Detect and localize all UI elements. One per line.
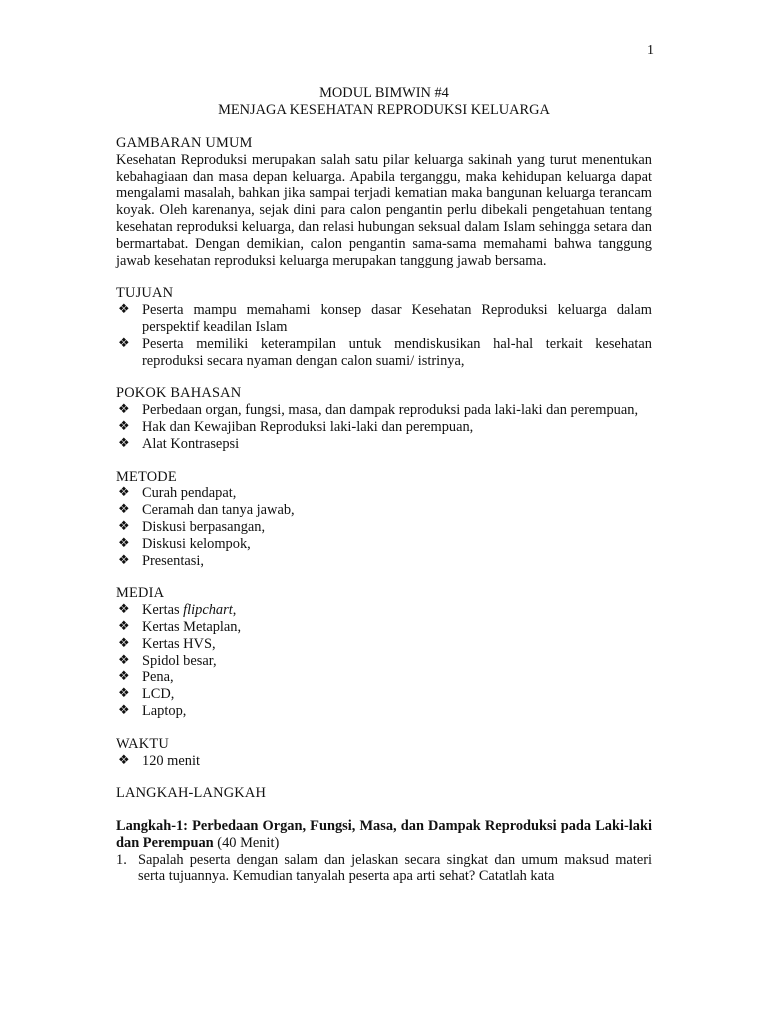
diamond-bullet-icon: ❖ [118, 435, 130, 451]
bullet-list [116, 753, 652, 770]
list-item: ❖ Alat Kontrasepsi [118, 435, 240, 452]
step-heading: Langkah-1: Perbedaan Organ, Fungsi, Masa, dan Dampak Reproduksi pada Laki-laki dan Perempuan (40 Menit) [116, 818, 652, 851]
list-item: ❖ Peserta mampu memahami konsep dasar Kesehatan Reproduksi keluarga dalam perspektif keadilan Islam [118, 302, 652, 335]
diamond-bullet-icon: ❖ [118, 485, 130, 501]
list-item: ❖ Presentasi, [118, 552, 204, 569]
section-media [116, 585, 652, 719]
title-line-1: MODUL BIMWIN #4 [319, 85, 449, 101]
section-pokok-bahasan [116, 385, 652, 452]
diamond-bullet-icon: ❖ [118, 618, 130, 634]
document-body [116, 135, 652, 885]
title-line-2: MENJAGA KESEHATAN REPRODUKSI KELUARGA [218, 101, 550, 118]
section-waktu [116, 736, 652, 770]
diamond-bullet-icon: ❖ [118, 686, 130, 702]
list-item: ❖ 120 menit [118, 752, 200, 769]
list-item: ❖ Hak dan Kewajiban Reproduksi laki-laki dan perempuan, [118, 418, 474, 435]
list-item: 1. Sapalah peserta dengan salam dan jelaskan secara singkat dan umum maksud materi serta tujuannya. Kemudian tanyalah peserta apa arti sehat? Catatlah kata [116, 851, 652, 885]
list-item: ❖ Pena, [118, 669, 174, 686]
list-item: ❖ Kertas Metaplan, [118, 618, 242, 635]
diamond-bullet-icon: ❖ [118, 702, 130, 718]
list-item: ❖ Spidol besar, [118, 652, 217, 669]
list-item: ❖ Laptop, [118, 702, 187, 719]
bullet-list [116, 602, 652, 720]
section-heading: LANGKAH-LANGKAH [116, 785, 267, 802]
diamond-bullet-icon: ❖ [118, 518, 130, 534]
diamond-bullet-icon: ❖ [118, 635, 130, 651]
section-heading: WAKTU [116, 735, 169, 752]
section-tujuan [116, 285, 652, 369]
list-item: ❖ Perbedaan organ, fungsi, masa, dan dampak reproduksi pada laki-laki dan perempuan, [118, 402, 639, 419]
diamond-bullet-icon: ❖ [118, 302, 130, 318]
diamond-bullet-icon: ❖ [118, 402, 130, 418]
diamond-bullet-icon: ❖ [118, 535, 130, 551]
section-heading: MEDIA [116, 585, 165, 602]
section-langkah [116, 785, 652, 885]
bullet-list [116, 402, 652, 452]
section-heading: METODE [116, 468, 177, 485]
numbered-list [116, 852, 652, 886]
bullet-list [116, 302, 652, 369]
list-item: ❖ Ceramah dan tanya jawab, [118, 502, 295, 519]
diamond-bullet-icon: ❖ [118, 335, 130, 351]
page-number: 1 [647, 43, 654, 58]
diamond-bullet-icon: ❖ [118, 652, 130, 668]
section-metode [116, 469, 652, 570]
list-item: ❖ Peserta memiliki keterampilan untuk mendiskusikan hal-hal terkait kesehatan reproduksi secara nyaman dengan calon suami/ istrinya, [118, 335, 652, 369]
section-heading: GAMBARAN UMUM [116, 135, 253, 151]
diamond-bullet-icon: ❖ [118, 418, 130, 434]
section-gambaran-umum [116, 135, 652, 269]
section-heading: TUJUAN [116, 285, 174, 302]
list-item: ❖ Curah pendapat, [118, 485, 237, 502]
diamond-bullet-icon: ❖ [118, 502, 130, 518]
diamond-bullet-icon: ❖ [118, 552, 130, 568]
list-item: ❖ Diskusi kelompok, [118, 535, 251, 552]
list-item: ❖ Kertas flipchart, [118, 602, 237, 619]
list-item: ❖ LCD, [118, 686, 175, 703]
list-item: ❖ Diskusi berpasangan, [118, 518, 266, 535]
diamond-bullet-icon: ❖ [118, 669, 130, 685]
document-title [116, 85, 652, 119]
diamond-bullet-icon: ❖ [118, 752, 130, 768]
section-heading: POKOK BAHASAN [116, 385, 242, 402]
paragraph: Kesehatan Reproduksi merupakan salah satu pilar keluarga sakinah yang turut menentukan kebahagiaan dan masa depan keluarga. Apabila terganggu, maka kehidupan keluarga dapat mengalami masalah, bahkan jika sampai terjadi kematian maka bangunan keluarga terancam koyak. Oleh karenanya, sejak dini para calon pengantin perlu dibekali pengetahuan tentang kesehatan reproduksi keluarga, dan relasi hubungan seksual dalam Islam sehingga setara dan bermartabat. Dengan demikian, calon pengantin sama-sama memahami bahwa tanggung jawab kesehatan reproduksi keluarga merupakan tanggung jawab bersama. [116, 151, 652, 269]
list-item: ❖ Kertas HVS, [118, 635, 216, 652]
diamond-bullet-icon: ❖ [118, 602, 130, 618]
bullet-list [116, 485, 652, 569]
